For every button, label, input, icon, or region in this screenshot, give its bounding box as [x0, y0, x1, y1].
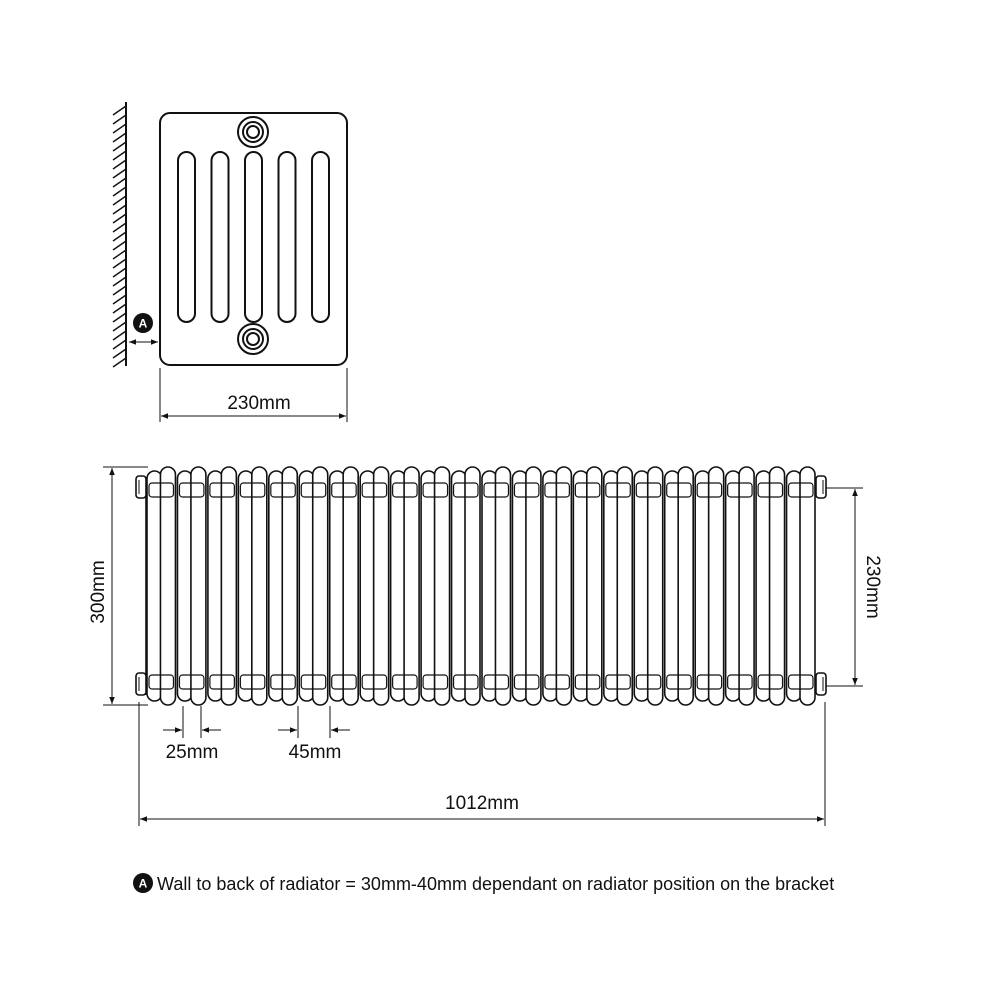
side-column	[178, 152, 195, 322]
radiator-section	[482, 467, 510, 705]
radiator-section	[452, 467, 480, 705]
wall-gap-marker	[129, 313, 158, 342]
side-columns	[178, 152, 329, 322]
centres-dimension	[826, 488, 883, 686]
radiator-section	[726, 467, 754, 705]
radiator-section	[756, 467, 784, 705]
top-valve-icon	[238, 117, 268, 147]
radiator-section	[573, 467, 601, 705]
left-top-valve-icon	[136, 476, 146, 498]
marker-a-letter: A	[138, 316, 148, 331]
height-dimension	[88, 467, 148, 705]
radiator-section	[543, 467, 571, 705]
side-column	[279, 152, 296, 322]
pitch-label: 45mm	[288, 742, 342, 763]
wall-hatching	[113, 106, 126, 367]
length-dimension	[139, 702, 825, 826]
legend	[133, 873, 834, 894]
radiator-section	[177, 467, 205, 705]
side-width-dimension	[160, 368, 347, 422]
radiator-sections	[146, 467, 815, 705]
height-label: 300mm	[88, 560, 109, 624]
front-view	[88, 467, 883, 826]
legend-text: Wall to back of radiator = 30mm-40mm dependant on radiator position on the bracket	[157, 874, 835, 894]
radiator-section	[208, 467, 236, 705]
radiator-section	[604, 467, 632, 705]
radiator-section	[147, 467, 175, 705]
radiator-section	[360, 467, 388, 705]
radiator-section	[269, 467, 297, 705]
right-bottom-valve-icon	[816, 673, 826, 695]
side-view	[113, 102, 347, 422]
bottom-valve-icon	[238, 324, 268, 354]
pitch-dimension	[278, 706, 350, 763]
radiator-section	[330, 467, 358, 705]
radiator-section	[421, 467, 449, 705]
side-width-label: 230mm	[227, 393, 291, 414]
radiator-section	[299, 467, 327, 705]
wall	[113, 102, 126, 367]
right-top-valve-icon	[816, 476, 826, 498]
centres-label: 230mm	[862, 555, 883, 619]
length-label: 1012mm	[445, 793, 519, 814]
radiator-section	[695, 467, 723, 705]
left-bottom-valve-icon	[136, 673, 146, 695]
side-column	[212, 152, 229, 322]
gap-dimension	[163, 706, 221, 763]
radiator-section	[391, 467, 419, 705]
radiator-section	[634, 467, 662, 705]
side-column	[312, 152, 329, 322]
legend-marker-letter: A	[138, 876, 148, 891]
radiator-section	[512, 467, 540, 705]
radiator-section	[787, 467, 815, 705]
side-column	[245, 152, 262, 322]
radiator-section	[238, 467, 266, 705]
gap-label: 25mm	[165, 742, 219, 763]
radiator-section	[665, 467, 693, 705]
